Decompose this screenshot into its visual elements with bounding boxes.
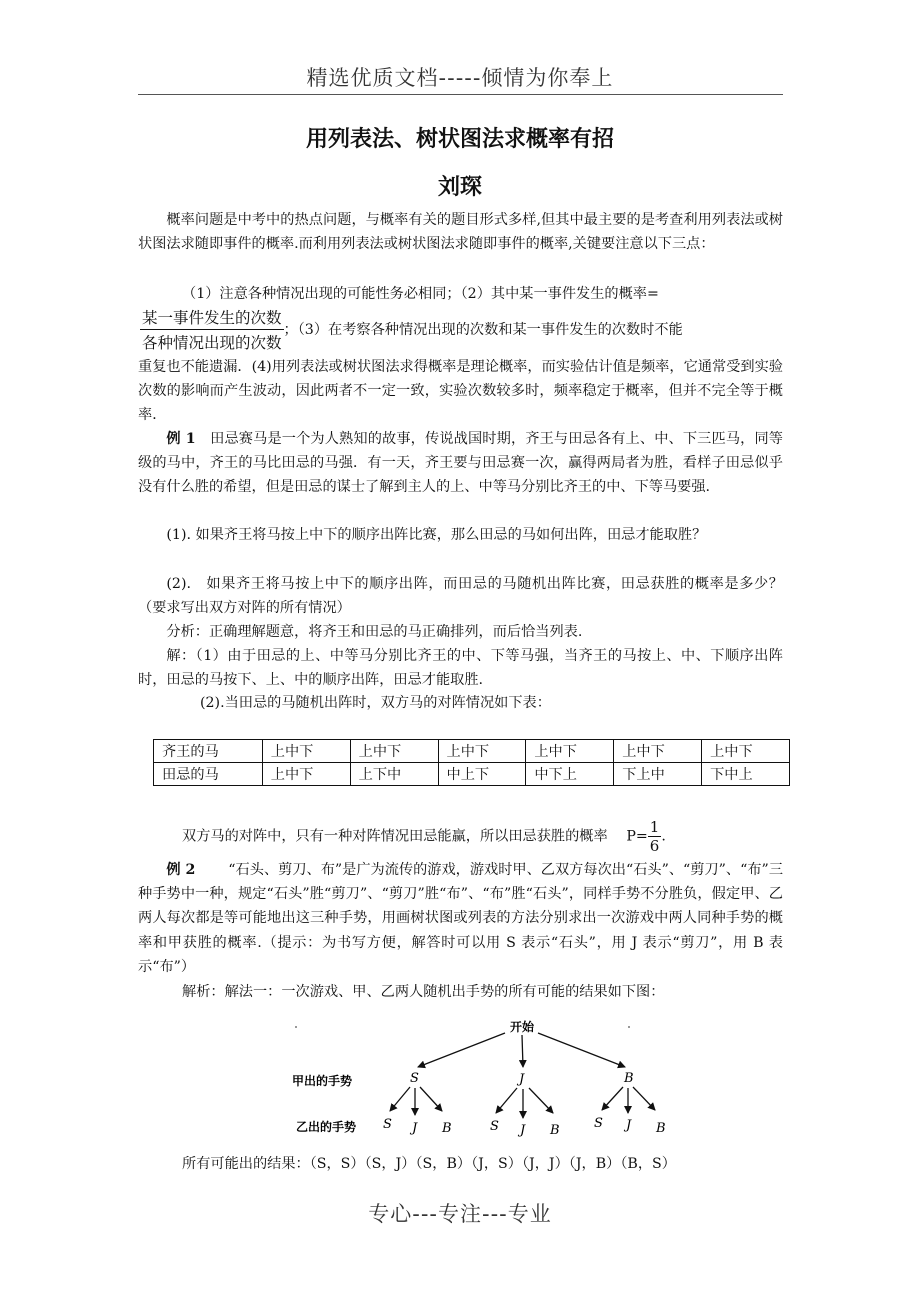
tree-branch	[418, 1033, 505, 1067]
tree-node: J	[519, 1072, 525, 1087]
tree-branch	[496, 1088, 517, 1113]
table-cell: 上中下	[262, 740, 350, 763]
table-cell: 上下中	[350, 763, 438, 786]
point-three-text: ；（3）在考察各种情况出现的次数和某一事件发生的次数时不能	[283, 322, 683, 338]
example-two-paragraph	[138, 858, 783, 979]
table-cell: 下中上	[702, 763, 790, 786]
tree-diagram	[280, 1015, 680, 1145]
tree-branch	[529, 1088, 553, 1113]
probability-denominator: 6	[649, 837, 660, 855]
table-row	[154, 740, 790, 763]
tree-node: S	[410, 1071, 419, 1086]
tree-leaf: B	[656, 1121, 666, 1136]
example-two-analysis: 解析：解法一：一次游戏、甲、乙两人随机出手势的所有可能的结果如下图：	[182, 984, 665, 1000]
conclusion-period: .	[661, 828, 666, 845]
probability-numerator: 1	[649, 818, 660, 836]
example-one-question-2: (2). 如果齐王将马按上中下的顺序出阵，而田忌的马随机出阵比赛，田忌获胜的概率是多少？（要求写出双方对阵的所有情况）	[138, 576, 783, 617]
table-cell: 上中下	[438, 740, 526, 763]
tree-branch	[633, 1087, 655, 1110]
table-cell: 下上中	[614, 763, 702, 786]
tree-root-label: 开始	[509, 1020, 535, 1034]
example-two-label: 例 2	[166, 862, 196, 878]
article-author: 刘琛	[437, 174, 482, 200]
table-cell: 上中下	[614, 740, 702, 763]
example-one-solution-2: (2).当田忌的马随机出阵时，双方马的对阵情况如下表：	[200, 695, 551, 711]
example-one-text: 田忌赛马是一个为人熟知的故事，传说战国时期，齐王与田忌各有上、中、下三匹马，同等级的马中，齐王的马比田忌的马强．有一天，齐王要与田忌赛一次，赢得两局者为胜，看样子田忌似乎没有什么胜的希望，但是田忌的谋士了解到主人的上、中等马分别比齐王的中、下等马要强.	[138, 431, 783, 496]
example-one-question-1: (1). 如果齐王将马按上中下的顺序出阵比赛，那么田忌的马如何出阵，田忌才能取胜？	[166, 527, 707, 543]
table-cell: 田忌的马	[154, 763, 263, 786]
example-one-conclusion	[182, 818, 666, 855]
table-cell: 上中下	[702, 740, 790, 763]
formula-numerator: 某一事件发生的次数	[140, 306, 284, 330]
example-one-solution-1: 解：（1）由于田忌的上、中等马分别比齐王的中、下等马强，当齐王的马按上、中、下顺序出阵时，田忌的马按下、上、中的顺序出阵，田忌才能取胜.	[138, 648, 783, 689]
example-one-label: 例 1	[166, 431, 196, 447]
page-header: 精选优质文档-----倾情为你奉上	[306, 66, 614, 90]
header-rule	[138, 94, 783, 95]
tree-leaf: J	[520, 1123, 526, 1138]
probability-formula	[140, 306, 683, 353]
tree-leaf: J	[626, 1118, 632, 1133]
article-title: 用列表法、树状图法求概率有招	[305, 126, 614, 152]
tree-leaf: S	[490, 1119, 499, 1134]
tree-branch	[602, 1087, 623, 1110]
table-cell: 上中下	[526, 740, 614, 763]
probability-fraction	[648, 818, 662, 855]
tree-branch	[538, 1033, 625, 1067]
table-row	[154, 763, 790, 786]
table-cell: 上中下	[262, 763, 350, 786]
conclusion-text: 双方马的对阵中，只有一种对阵情况田忌能赢，所以田忌获胜的概率 P=	[182, 828, 648, 845]
example-one-analysis: 分析：正确理解题意，将齐王和田忌的马正确排列，而后恰当列表.	[166, 624, 583, 640]
example-two-text: “石头、剪刀、布”是广为流传的游戏，游戏时甲、乙双方每次出“石头”、“剪刀”、“布”三种手势中一种，规定“石头”胜“剪刀”、“剪刀”胜“布”、“布”胜“石头”，同样手势不分胜负，假定甲、乙两人每次都是等可能地出这三种手势，用画树状图或列表的方法分别求出一次游戏中两人同种手势的概率和甲获胜的概率.（提示：为书写方便，解答时可以用 S 表示“石头”，用 J 表示“剪刀”，用 B 表示“布”）	[138, 862, 784, 975]
tree-branch	[420, 1087, 442, 1111]
tree-leaf: B	[442, 1121, 452, 1136]
formula-denominator: 各种情况出现的次数	[142, 334, 282, 352]
tree-branch	[522, 1035, 523, 1067]
table-cell: 上中下	[350, 740, 438, 763]
tree-leaf: S	[594, 1116, 603, 1131]
table-cell: 中上下	[438, 763, 526, 786]
tree-leaf: B	[550, 1123, 560, 1138]
level-one-label: 甲出的手势	[292, 1074, 353, 1088]
tree-leaf: S	[383, 1117, 392, 1132]
tree-branch	[390, 1087, 410, 1111]
all-results-line: 所有可能出的结果：（S，S）（S，J）（S，B）（J，S）（J，J）（J，B）（B，S）	[182, 1156, 676, 1172]
table-cell: 齐王的马	[154, 740, 263, 763]
tree-node: B	[624, 1071, 634, 1086]
matchup-table	[153, 739, 790, 786]
table-cell: 中下上	[526, 763, 614, 786]
page-footer: 专心---专注---专业	[368, 1202, 552, 1226]
level-two-label: 乙出的手势	[296, 1120, 357, 1134]
point-three-continued: 重复也不能遗漏．(4)用列表法或树状图法求得概率是理论概率，而实验估计值是频率，它通常受到实验次数的影响而产生波动，因此两者不一定一致，实验次数较多时，频率稳定于概率，但并不完全等于概率．	[138, 359, 783, 424]
tree-leaf: J	[412, 1121, 418, 1136]
example-one-paragraph	[138, 427, 783, 500]
formula-fraction	[140, 306, 284, 353]
point-one-line: （1）注意各种情况出现的可能性务必相同；（2）其中某一事件发生的概率=	[182, 286, 659, 302]
intro-paragraph: 概率问题是中考中的热点问题，与概率有关的题目形式多样,但其中最主要的是考查利用列表法或树状图法求随即事件的概率.而利用列表法或树状图法求随即事件的概率,关键要注意以下三点：	[138, 212, 783, 253]
